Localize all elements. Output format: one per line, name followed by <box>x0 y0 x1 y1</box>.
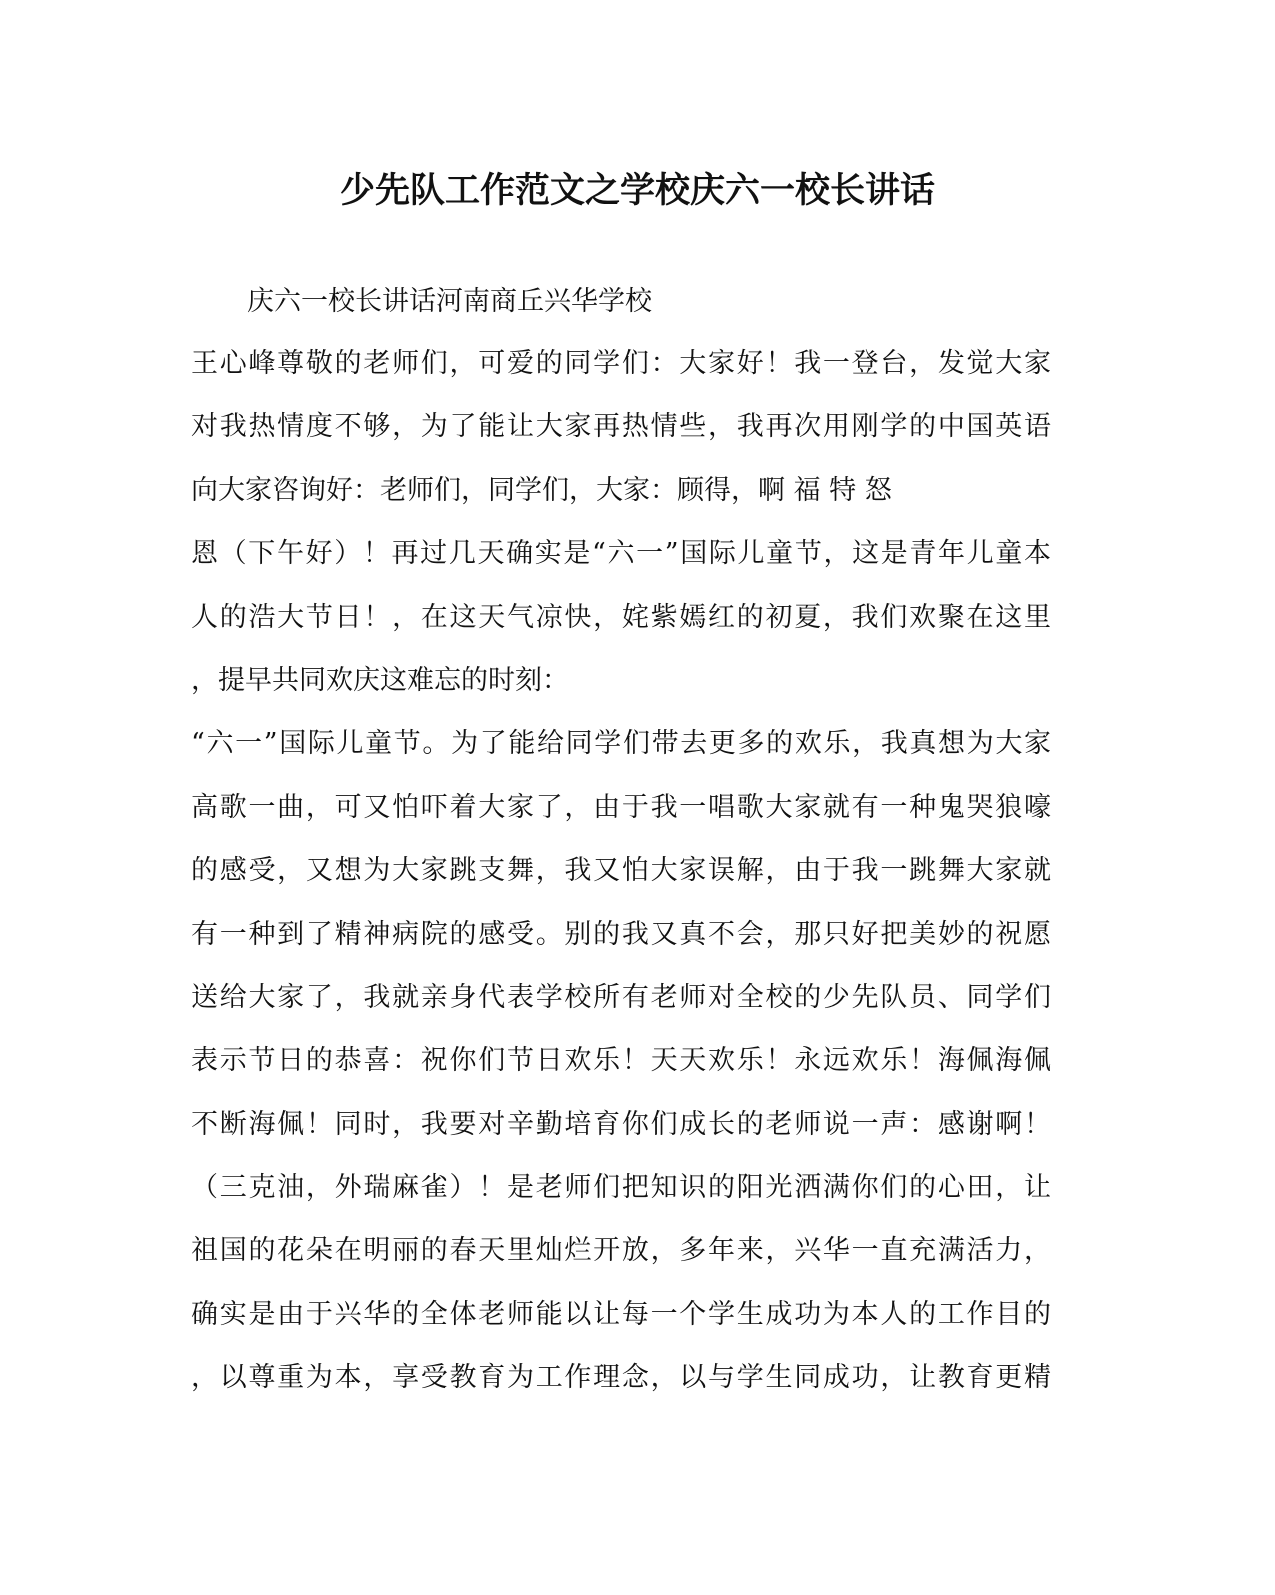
document-subtitle: 庆六一校长讲话河南商丘兴华学校 <box>247 286 652 317</box>
body-line: 对我热情度不够，为了能让大家再热情些，我再次用刚学的中国英语 <box>191 411 1051 443</box>
body-line: “六一”国际儿童节。为了能给同学们带去更多的欢乐，我真想为大家 <box>191 728 1051 760</box>
body-line: 人的浩大节日！，在这天气凉快，姹紫嫣红的初夏，我们欢聚在这里 <box>191 601 1051 633</box>
body-line: 恩（下午好）！再过几天确实是“六一”国际儿童节，这是青年儿童本 <box>191 538 1051 570</box>
body-line: ，以尊重为本，享受教育为工作理念，以与学生同成功，让教育更精 <box>191 1362 1051 1394</box>
body-line: ，提早共同欢庆这难忘的时刻： <box>191 664 569 696</box>
body-line: 不断海佩！同时，我要对辛勤培育你们成长的老师说一声：感谢啊！ <box>191 1108 1051 1140</box>
body-line: 王心峰尊敬的老师们，可爱的同学们：大家好！我一登台，发觉大家 <box>191 348 1051 379</box>
body-line: 的感受，又想为大家跳支舞，我又怕大家误解，由于我一跳舞大家就 <box>191 855 1051 887</box>
document-title: 少先队工作范文之学校庆六一校长讲话 <box>339 170 935 211</box>
body-line: 送给大家了，我就亲身代表学校所有老师对全校的少先队员、同学们 <box>191 981 1051 1013</box>
document-body <box>191 343 1051 1421</box>
body-line: （三克油，外瑞麻雀）！是老师们把知识的阳光洒满你们的心田，让 <box>191 1172 1051 1204</box>
body-line: 高歌一曲，可又怕吓着大家了，由于我一唱歌大家就有一种鬼哭狼嚎 <box>191 791 1051 823</box>
body-line: 确实是由于兴华的全体老师能以让每一个学生成功为本人的工作目的 <box>191 1298 1051 1330</box>
body-line: 向大家咨询好：老师们，同学们，大家：顾得，啊 福 特 怒 <box>191 474 892 506</box>
body-line: 表示节日的恭喜：祝你们节日欢乐！天天欢乐！永远欢乐！海佩海佩 <box>191 1045 1051 1077</box>
body-line: 祖国的花朵在明丽的春天里灿烂开放，多年来，兴华一直充满活力， <box>191 1235 1051 1267</box>
body-line: 有一种到了精神病院的感受。别的我又真不会，那只好把美妙的祝愿 <box>191 918 1051 950</box>
